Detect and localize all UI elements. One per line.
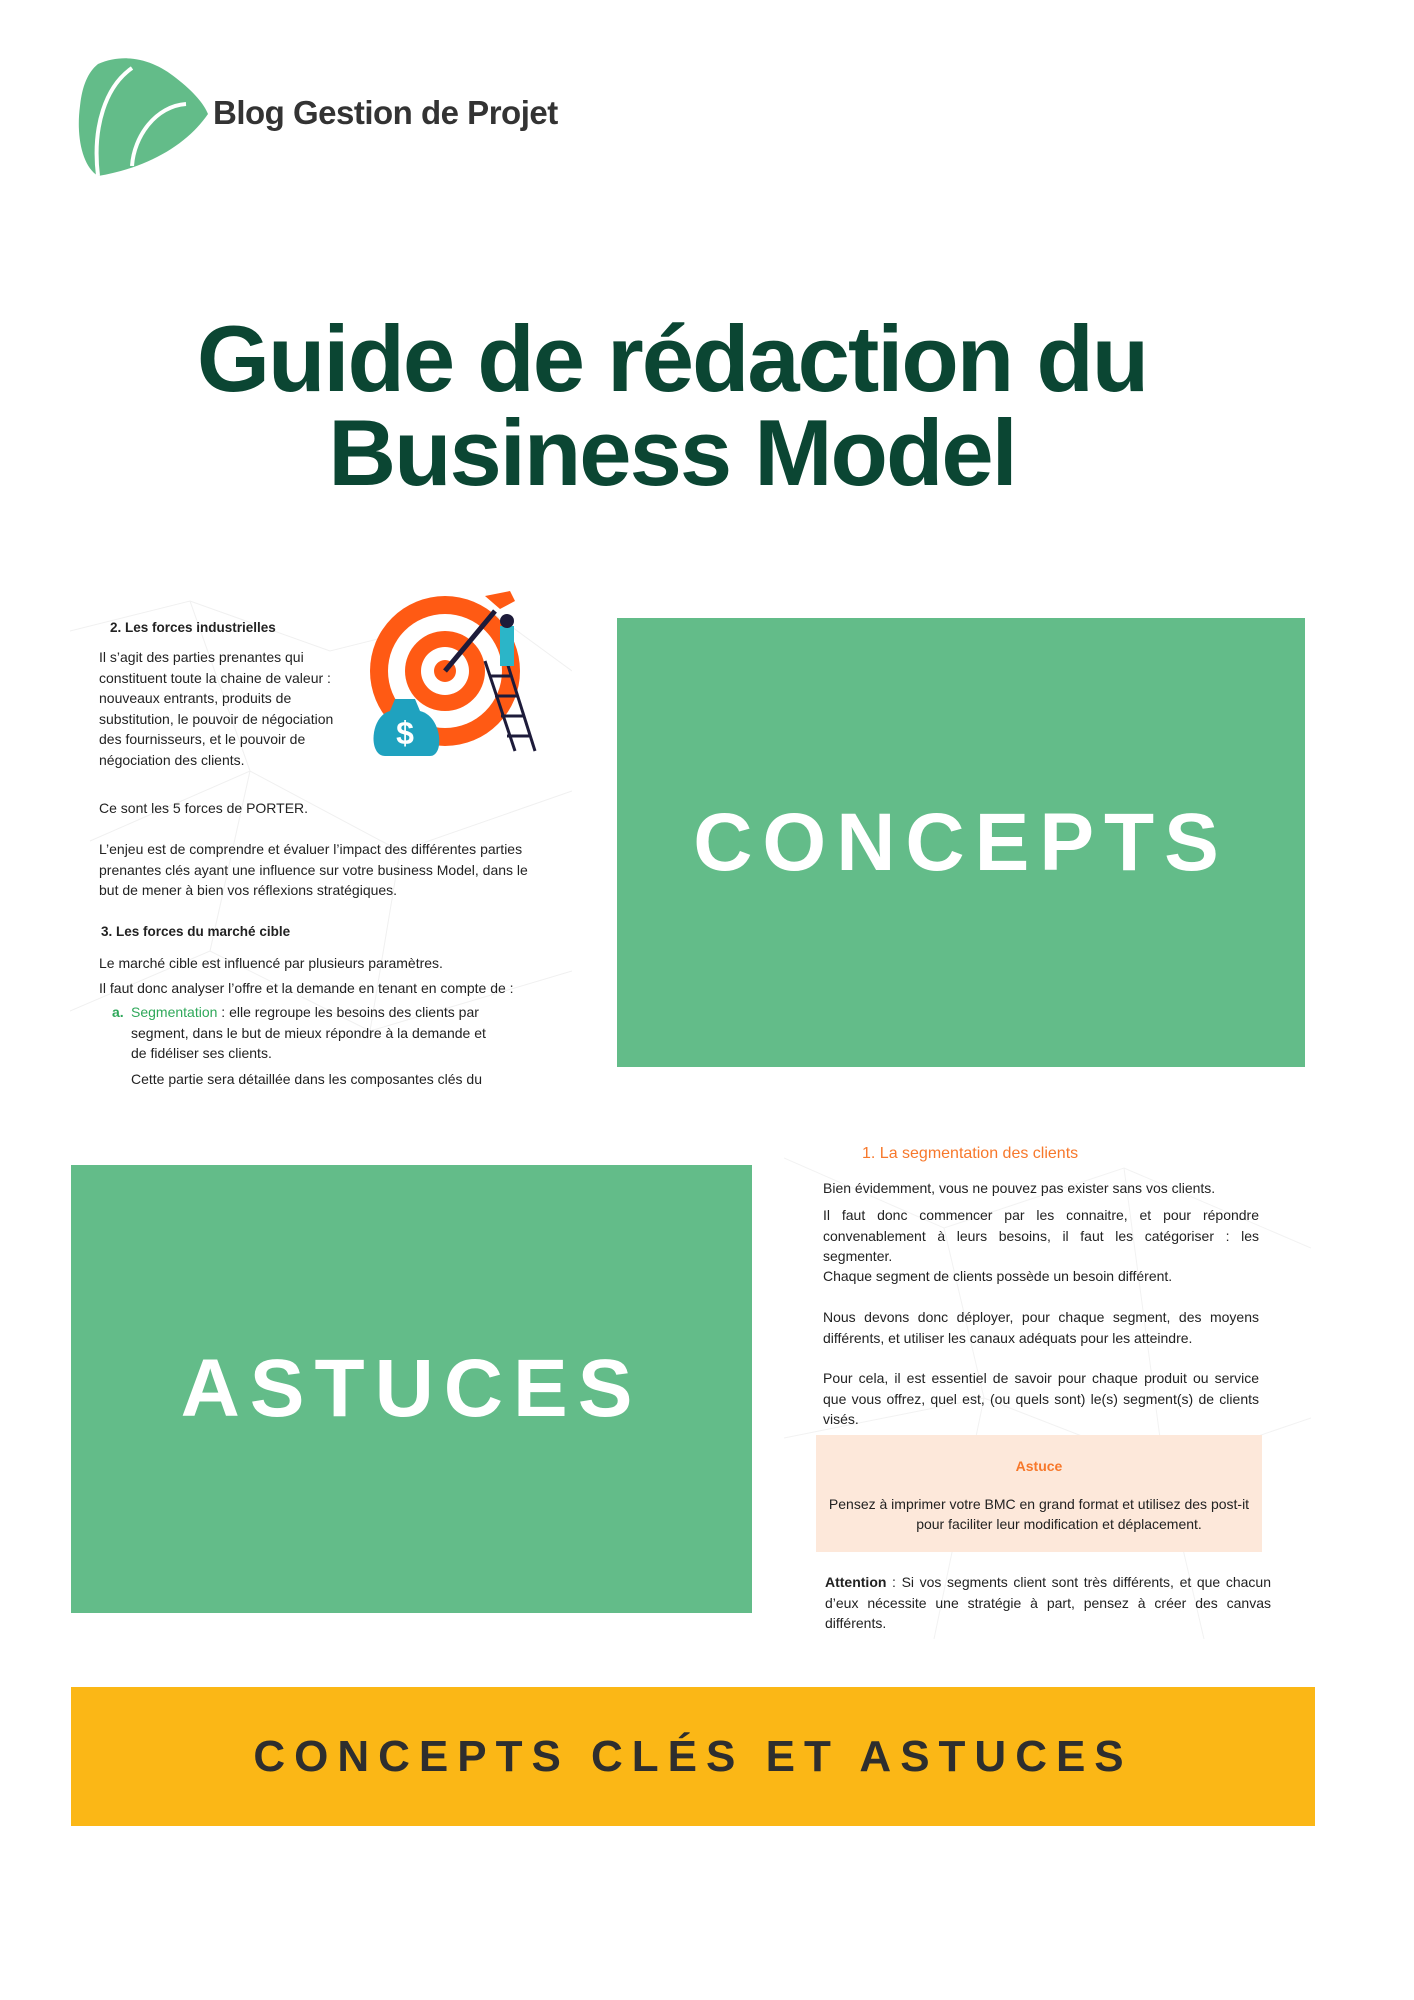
text-line: L’enjeu est de comprendre et évaluer l’impact des différentes parties xyxy=(99,841,523,857)
paragraph: Chaque segment de clients possède un besoin différent. xyxy=(823,1268,1173,1284)
astuces-panel xyxy=(71,1165,752,1613)
title-line-1: Guide de rédaction du xyxy=(196,306,1148,411)
paragraph: Le marché cible est influencé par plusieurs paramètres. xyxy=(99,955,443,971)
list-item xyxy=(131,1002,531,1064)
document-excerpt-forces xyxy=(70,591,572,1093)
attention-label: Attention xyxy=(825,1574,887,1590)
brand-name: Blog Gestion de Projet xyxy=(213,94,558,131)
text-line: négociation des clients. xyxy=(99,751,245,768)
text-line: but de mener à bien vos réflexions stratégiques. xyxy=(99,882,398,898)
concepts-panel xyxy=(617,618,1305,1067)
paragraph: Cette partie sera détaillée dans les composantes clés du xyxy=(131,1071,482,1087)
paragraph: Il faut donc analyser l’offre et la demande en tenant en compte de : xyxy=(99,980,514,996)
footer-banner xyxy=(71,1687,1315,1826)
paragraph: Pour cela, il est essentiel de savoir pour chaque produit ou service que vous offrez, quel est, (ou quels sont) le(s) segment(s) de clients visés. xyxy=(823,1370,1259,1427)
attention-text: : Si vos segments client sont très différents, et que chacun d’eux nécessite une stratégie à part, pensez à créer des canvas différents. xyxy=(825,1574,1271,1631)
text-line: segment, dans le but de mieux répondre à la demande et xyxy=(131,1024,486,1041)
list-marker: a. xyxy=(112,1004,124,1020)
document-excerpt-segmentation xyxy=(784,1138,1311,1639)
text-line: substitution, le pouvoir de négociation xyxy=(99,710,334,727)
target-illustration xyxy=(360,591,550,761)
tip-line: Pensez à imprimer votre BMC en grand format et utilisez des post-it xyxy=(828,1495,1250,1512)
section-heading: 3. Les forces du marché cible xyxy=(101,924,291,939)
tip-title: Astuce xyxy=(1015,1458,1063,1474)
text-line: constituent toute la chaine de valeur : xyxy=(99,669,331,686)
list-term: Segmentation xyxy=(131,1004,218,1020)
page-title xyxy=(0,306,1344,505)
section-heading: 1. La segmentation des clients xyxy=(862,1145,1079,1162)
text-line: : elle regroupe les besoins des clients par xyxy=(217,1004,479,1020)
title-line-2: Business Model xyxy=(328,400,1016,505)
tip-line: pour faciliter leur modification et déplacement. xyxy=(916,1516,1202,1532)
attention-paragraph xyxy=(825,1572,1271,1634)
astuces-label: ASTUCES xyxy=(180,1343,643,1434)
paragraph: Bien évidemment, vous ne pouvez pas exister sans vos clients. xyxy=(823,1180,1216,1196)
paragraph: Nous devons donc déployer, pour chaque segment, des moyens différents, et utiliser les canaux adéquats pour les atteindre. xyxy=(823,1309,1259,1346)
paragraph: Ce sont les 5 forces de PORTER. xyxy=(99,800,309,816)
paragraph xyxy=(99,839,528,901)
paragraph: Il faut donc commencer par les connaitre, et pour répondre convenablement à leurs besoins, il faut les catégoriser : les segmenter. xyxy=(823,1207,1259,1264)
section-heading: 2. Les forces industrielles xyxy=(110,620,276,635)
logo-icon xyxy=(76,56,208,178)
text-line: des fournisseurs, et le pouvoir de xyxy=(99,731,306,747)
svg-text:$: $ xyxy=(396,715,414,751)
text-line: Il s’agit des parties prenantes qui xyxy=(99,649,304,665)
tip-box xyxy=(816,1435,1262,1552)
text-line: nouveaux entrants, produits de xyxy=(99,690,292,706)
banner-label: CONCEPTS CLÉS ET ASTUCES xyxy=(253,1731,1133,1781)
paragraph xyxy=(99,647,359,770)
text-line: prenantes clés ayant une influence sur votre business Model, dans le xyxy=(99,861,528,878)
text-line: de fidéliser ses clients. xyxy=(131,1045,272,1061)
concepts-label: CONCEPTS xyxy=(693,796,1229,888)
